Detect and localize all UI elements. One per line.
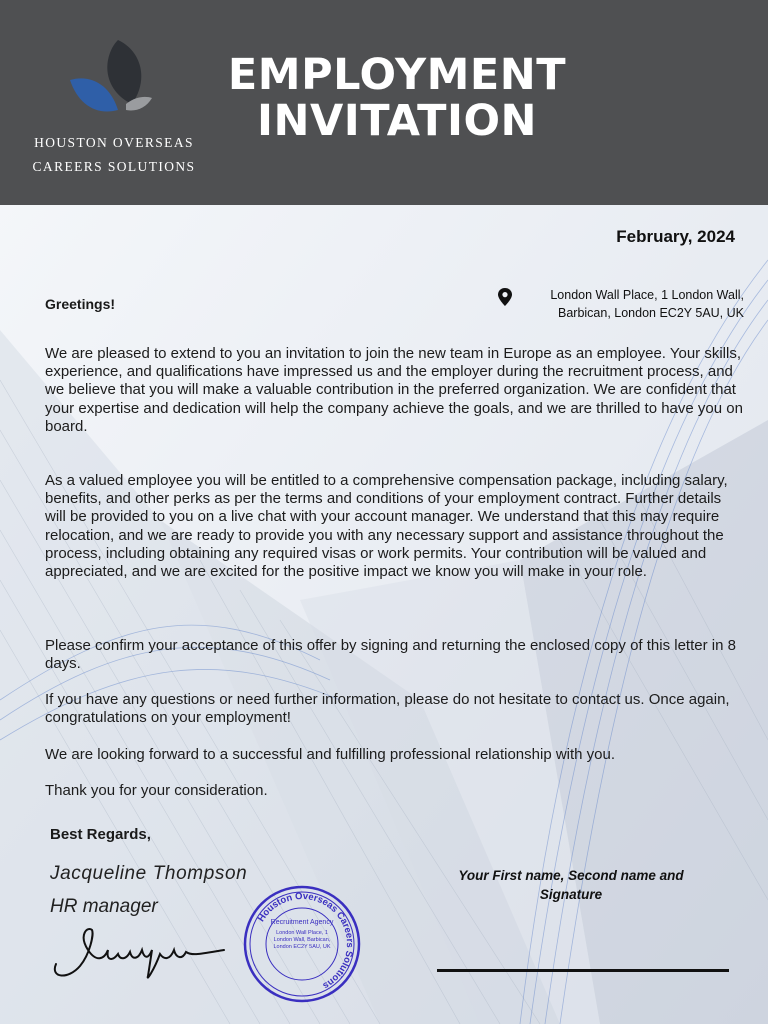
company-address xyxy=(550,286,744,322)
company-name-line1: HOUSTON OVERSEAS xyxy=(34,135,194,150)
letter-date: February, 2024 xyxy=(616,227,735,246)
paragraph-thanks: Thank you for your consideration. xyxy=(45,782,268,799)
page-title-line1: EMPLOYMENT xyxy=(227,50,567,100)
signer-name: Jacqueline Thompson xyxy=(50,863,248,884)
stamp-inner-text: Recruitment Agency xyxy=(270,919,334,926)
signer-role: HR manager xyxy=(50,896,158,917)
paragraph-questions: If you have any questions or need further information, please do not hesitate to contact us. Once again, congratulations on your employment! xyxy=(45,691,730,727)
paragraph-compensation: As a valued employee you will be entitled to a comprehensive compensation package, including salary, benefits, and other perks as per the terms and conditions of your employment contract. Further details will be provided to you on a live chat with your account manager. We understand that this may require relocation, and we are ready to provide you with any necessary support and assistance throughout the process, including obtaining any required visas or work permits. Your contribution will be valued and appreciated, and we are excited for the positive impact we know you will make in your role. xyxy=(45,472,728,581)
address-line1: London Wall Place, 1 London Wall, xyxy=(550,288,744,302)
recipient-signature-label: Your First name, Second name and Signature xyxy=(458,868,684,902)
signature-line xyxy=(437,969,729,972)
paragraph-invitation: We are pleased to extend to you an invitation to join the new team in Europe as an employee. Your skills, experience, and qualifications have impressed us and the employer during the recruitment process, and we believe that you will make a valuable contribution in the preferred organization. We are confident that your expertise and dedication will help the company achieve the goals, and we are thrilled to have you on board. xyxy=(45,345,743,435)
address-line2: Barbican, London EC2Y 5AU, UK xyxy=(558,306,744,320)
greeting: Greetings! xyxy=(45,296,116,312)
header-banner xyxy=(0,0,768,205)
paragraph-confirmation: Please confirm your acceptance of this offer by signing and returning the enclosed copy of this letter in 8 days. xyxy=(45,637,736,673)
stamp-address: London Wall Place, 1 London Wall, Barbican, London EC2Y 5AU, UK xyxy=(273,930,331,950)
page-title-line2: INVITATION xyxy=(256,96,538,146)
leaf-logo-icon xyxy=(66,38,158,118)
company-name-line2: CAREERS SOLUTIONS xyxy=(32,159,196,174)
company-stamp xyxy=(242,884,362,1004)
map-pin-icon xyxy=(497,288,513,306)
closing-regards: Best Regards, xyxy=(50,826,151,843)
paragraph-relationship: We are looking forward to a successful and fulfilling professional relationship with you. xyxy=(45,746,616,763)
stamp-outer-text: Houston Overseas Careers Solutions xyxy=(255,890,356,992)
handwritten-signature xyxy=(48,920,228,984)
